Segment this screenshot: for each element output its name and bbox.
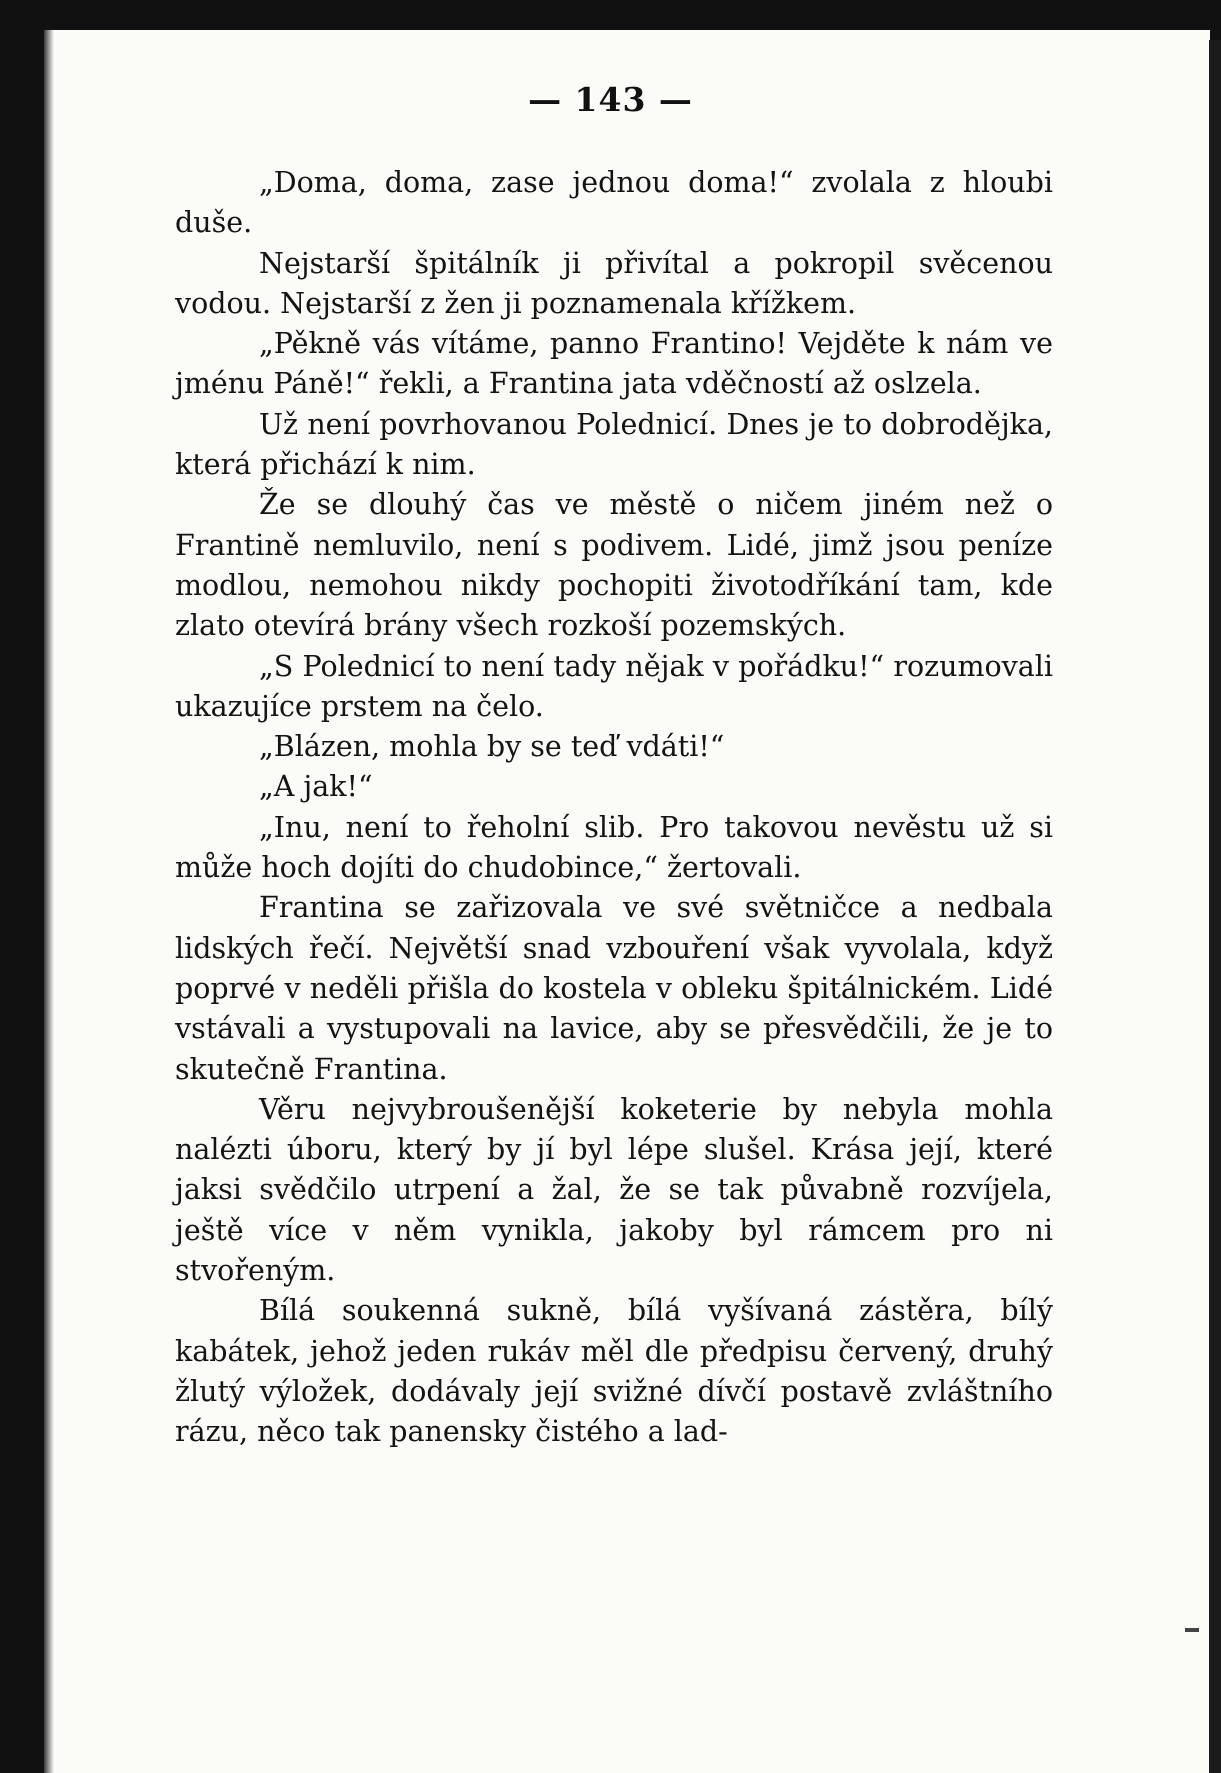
paragraph: „Pěkně vás vítáme, panno Frantino! Vejděte k nám ve jménu Páně!“ řekli, a Frantina jata vděčností až oslzela.	[175, 327, 1053, 401]
paragraph: Věru nejvybroušenější koketerie by nebyla mohla nalézti úboru, který by jí byl lépe slušel. Krása její, které jaksi svědčilo utrpení a žal, že se tak půvabně rozvíjela, ještě více v něm vynikla, jakoby byl rámcem pro ni stvořeným.	[175, 1092, 1053, 1288]
paragraph: Bílá soukenná sukně, bílá vyšívaná zástěra, bílý kabátek, jehož jeden rukáv měl dle předpisu červený, druhý žlutý výložek, dodávaly její svižné dívčí postavě zvláštního rázu, něco tak panensky čistého a lad-	[175, 1294, 1053, 1449]
paragraph: Už není povrhovanou Polednicí. Dnes je to dobrodějka, která přichází k nim.	[175, 407, 1053, 482]
paragraph: Nejstarší špitálník ji přivítal a pokropil svěcenou vodou. Nejstarší z žen ji poznamenala křížkem.	[175, 246, 1053, 320]
page-number: — 143 —	[528, 80, 693, 119]
paragraph: Že se dlouhý čas ve městě o ničem jiném než o Frantině nemluvilo, není s podivem. Lidé, jimž jsou peníze modlou, nemohou nikdy pochopiti životodříkání tam, kde zlato otevírá brány všech rozkoší pozemských.	[175, 488, 1053, 643]
scan-artifact-mark	[1185, 1628, 1199, 1632]
page-right-edge	[1209, 40, 1221, 1773]
paragraph: „Blázen, mohla by se teď vdáti!“	[259, 730, 725, 764]
paragraph: „S Polednicí to není tady nějak v pořádku!“ rozumovali ukazujíce prstem na čelo.	[175, 649, 1053, 723]
paragraph: Frantina se zařizovala ve své světničce a nedbala lidských řečí. Největší snad vzbouření však vyvolala, když poprvé v neděli přišla do kostela v obleku špitálnickém. Lidé vstávali a vystupovali na lavice, aby se přesvědčili, že je to skutečně Frantina.	[175, 891, 1053, 1086]
paragraph: „Inu, není to řeholní slib. Pro takovou nevěstu už si může hoch dojíti do chudobince,“ žertovali.	[175, 810, 1053, 885]
body-text	[175, 163, 1053, 1453]
paragraph: „Doma, doma, zase jednou doma!“ zvolala z hloubi duše.	[175, 166, 1053, 240]
paragraph: „A jak!“	[259, 770, 373, 804]
page-gutter-shadow	[44, 30, 54, 1773]
